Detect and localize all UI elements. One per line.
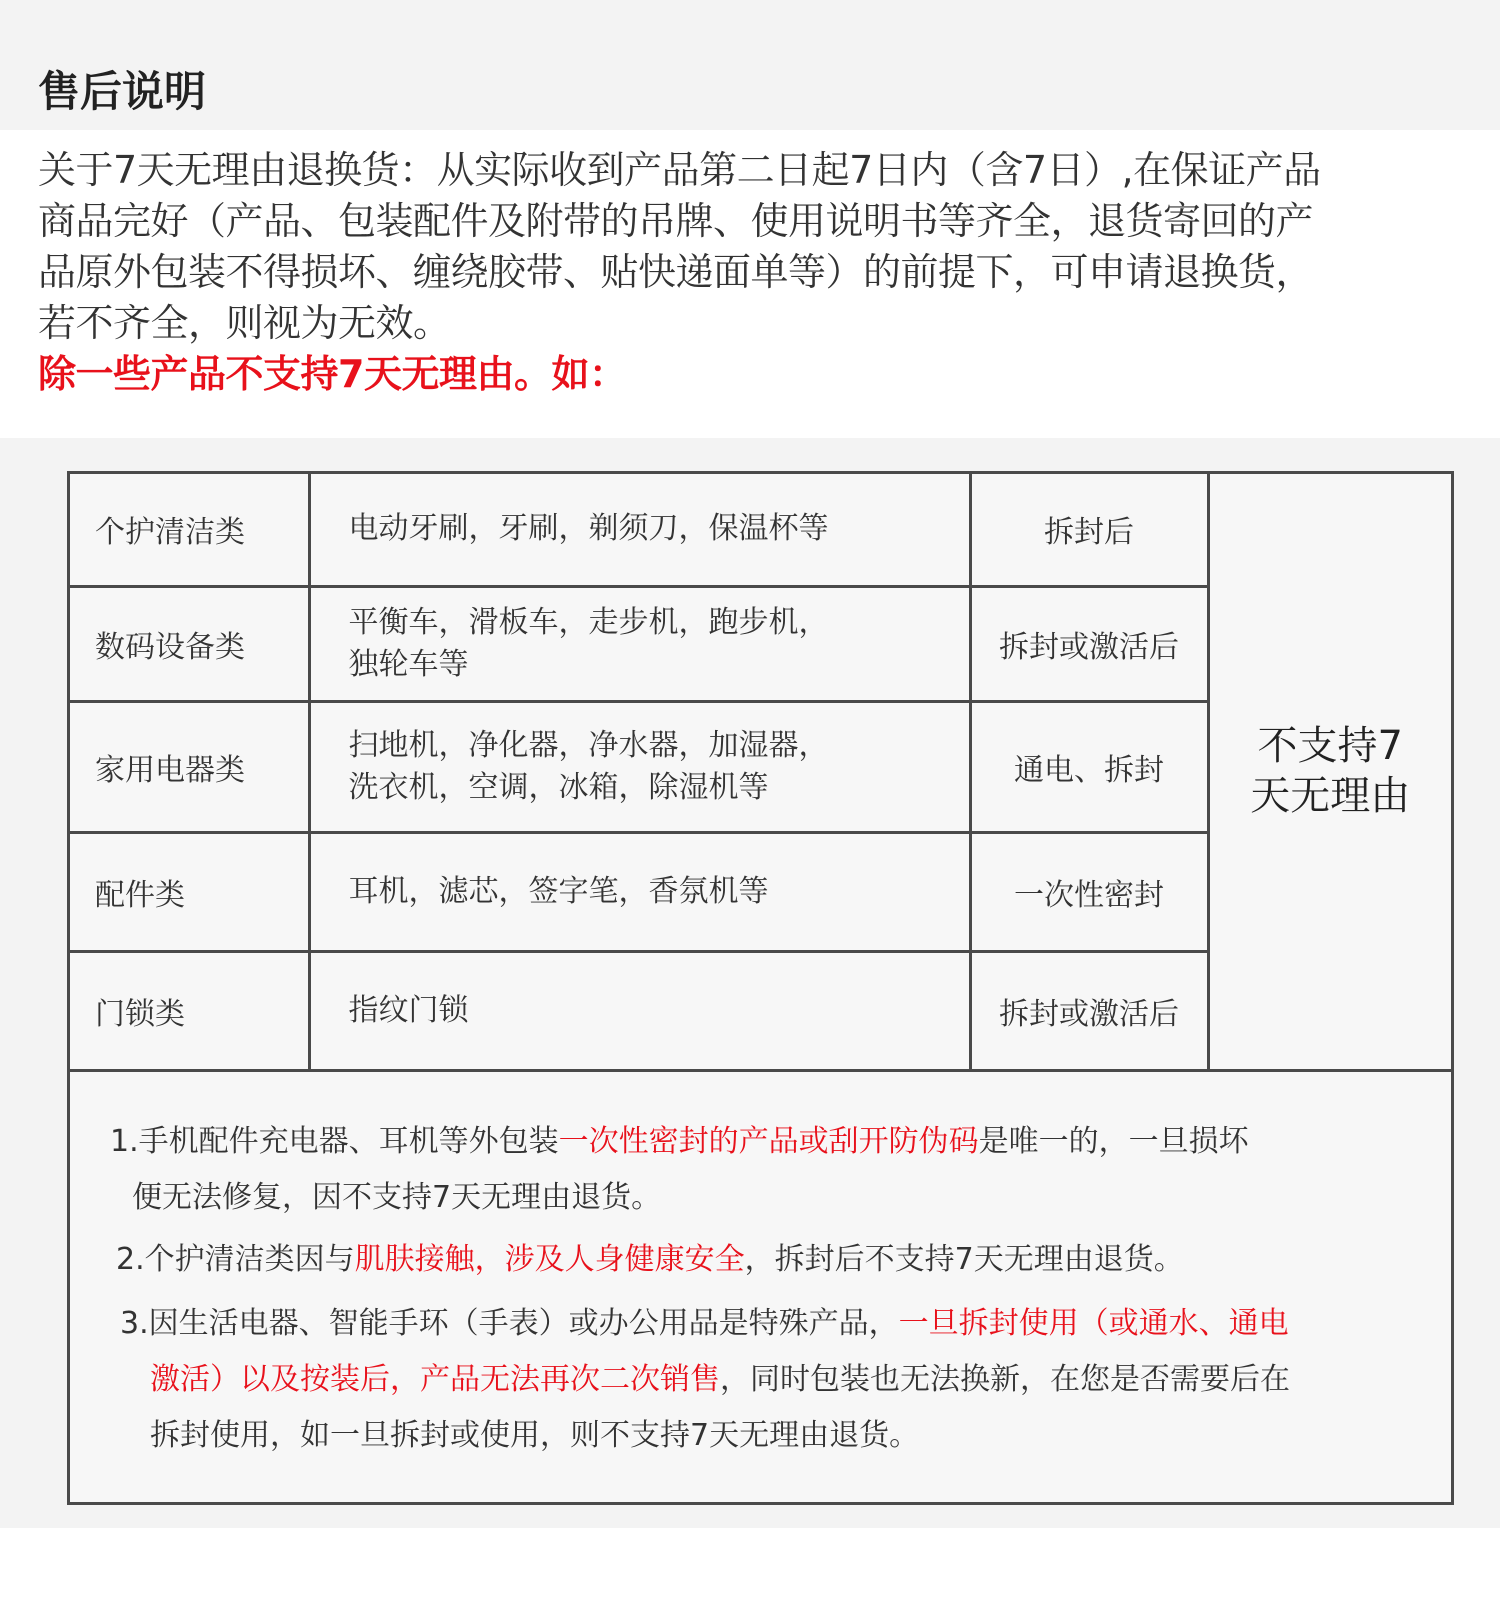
category-cell: 门锁类 [70,951,309,1070]
example-line: 扫地机，净化器，净水器，加湿器， [348,727,829,763]
note-item [110,1296,1410,1464]
exceptions-box [67,471,1454,1505]
intro-line: 若不齐全，则视为无效。 [38,301,451,345]
intro-line: 商品完好（产品、包装配件及附带的吊牌、使用说明书等齐全，退货寄回的产 [38,199,1314,243]
condition-cell: 拆封后 [970,474,1208,586]
category-cell: 个护清洁类 [70,474,309,586]
note-highlight: 激活）以及按装后，产品无法再次二次销售 [150,1362,720,1397]
note-text: 是唯一的，一旦损坏 [978,1124,1249,1159]
example-line: 洗衣机，空调，冰箱，除湿机等 [348,769,769,805]
note-item [110,1232,1410,1288]
examples-cell [309,586,970,701]
side-note-line: 不支持7 [1257,723,1403,770]
note-text: ，同时包装也无法换新，在您是否需要后在 [720,1362,1290,1397]
category-cell: 家用电器类 [70,701,309,832]
exceptions-table [70,474,1451,1072]
note-text: ，拆封后不支持7天无理由退货。 [744,1242,1184,1277]
example-line: 独轮车等 [348,646,469,682]
notes-list [110,1114,1410,1464]
note-text: 2.个护清洁类因与 [116,1242,355,1277]
page-title: 售后说明 [38,67,207,116]
category-cell: 数码设备类 [70,586,309,701]
example-line: 指纹门锁 [348,992,469,1028]
condition-cell: 拆封或激活后 [970,951,1208,1070]
side-note-cell [1208,474,1451,1070]
examples-cell [309,701,970,832]
note-text: 3.因生活电器、智能手环（手表）或办公用品是特殊产品， [120,1306,899,1341]
note-text: 拆封使用，如一旦拆封或使用，则不支持7天无理由退货。 [150,1418,920,1453]
note-highlight: 一次性密封的产品或刮开防伪码 [558,1124,979,1159]
return-policy-intro [38,145,1468,400]
condition-cell: 一次性密封 [970,832,1208,951]
condition-cell: 拆封或激活后 [970,586,1208,701]
note-highlight: 肌肤接触，涉及人身健康安全 [354,1242,745,1277]
example-line: 耳机，滤芯，签字笔，香氛机等 [348,873,769,909]
example-line: 平衡车，滑板车，走步机，跑步机， [348,604,829,640]
table-row [70,474,1451,586]
example-line: 电动牙刷，牙刷，剃须刀，保温杯等 [348,511,829,547]
condition-cell: 通电、拆封 [970,701,1208,832]
examples-cell [309,951,970,1070]
intro-line: 关于7天无理由退换货：从实际收到产品第二日起7日内（含7日）,在保证产品 [38,148,1321,192]
category-cell: 配件类 [70,832,309,951]
note-text: 1.手机配件充电器、耳机等外包装 [110,1124,559,1159]
examples-cell [309,832,970,951]
side-note-line: 天无理由 [1250,773,1411,820]
examples-cell [309,474,970,586]
intro-line: 品原外包装不得损坏、缠绕胶带、贴快递面单等）的前提下，可申请退换货， [38,250,1314,294]
exception-heading: 除一些产品不支持7天无理由。如： [38,352,627,396]
note-text: 便无法修复，因不支持7天无理由退货。 [132,1180,662,1215]
header-band [0,0,1500,130]
note-item [110,1114,1410,1226]
note-highlight: 一旦拆封使用（或通水、通电 [898,1306,1289,1341]
